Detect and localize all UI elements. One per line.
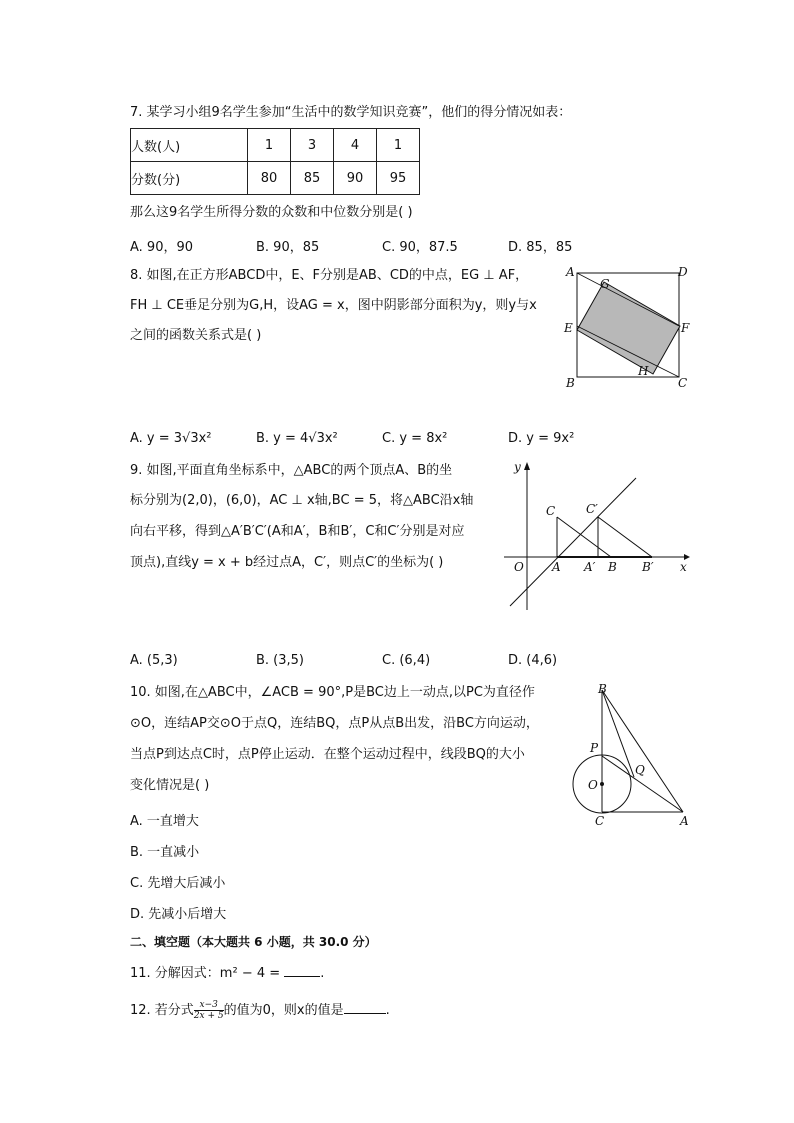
fraction-numerator: x−3	[194, 1000, 224, 1011]
label-e: E	[564, 321, 573, 335]
q7-score-table	[130, 128, 420, 195]
label-c: C	[546, 504, 556, 518]
label-q: Q	[635, 763, 645, 777]
q10-line-3: 当点P到达点C时，点P停止运动．在整个运动过程中，线段BQ的大小	[130, 747, 525, 762]
q11-tail: .	[320, 966, 325, 981]
q8-option-b[interactable]: B. y = 4√3x²	[256, 431, 338, 446]
q9-line-1: 9. 如图,平面直角坐标系中，△ABC的两个顶点A、B的坐	[130, 463, 453, 478]
label-a: A	[552, 560, 561, 574]
label-c: C	[678, 376, 688, 390]
table-cell: 1	[248, 129, 291, 162]
label-b-prime: B′	[642, 560, 654, 574]
label-o: O	[588, 778, 598, 792]
q8-option-c[interactable]: C. y = 8x²	[382, 431, 448, 446]
q7-stem: 7. 某学习小组9名学生参加“生活中的数学知识竞赛”，他们的得分情况如表：	[130, 105, 572, 120]
q9-option-c[interactable]: C. (6,4)	[382, 653, 431, 668]
q12-suffix: 的值为0，则x的值是	[223, 1003, 344, 1018]
q9-line-4: 顶点),直线y = x + b经过点A，C′，则点C′的坐标为( )	[130, 555, 444, 570]
q8-line-3: 之间的函数关系式是( )	[130, 328, 262, 343]
q12-fraction	[194, 1000, 224, 1021]
y-axis-arrow	[524, 462, 530, 470]
q9-option-d[interactable]: D. (4,6)	[508, 653, 558, 668]
shaded-rectangle	[577, 282, 680, 374]
table-row	[131, 129, 420, 162]
table-cell: 分数(分)	[131, 162, 248, 195]
label-b: B	[608, 560, 617, 574]
label-y: y	[514, 460, 521, 474]
q10-option-a[interactable]: A. 一直增大	[130, 814, 199, 829]
label-f: F	[681, 321, 690, 335]
label-h: H	[638, 364, 649, 378]
table-cell: 1	[377, 129, 420, 162]
line-y-x-b	[510, 478, 636, 606]
label-p: P	[590, 741, 599, 755]
segment-c-prime-b-prime	[598, 517, 652, 557]
q10-line-4: 变化情况是( )	[130, 778, 210, 793]
q8-option-a[interactable]: A. y = 3√3x²	[130, 431, 212, 446]
q9-line-3: 向右平移，得到△A′B′C′(A和A′，B和B′，C和C′分别是对应	[130, 524, 465, 539]
table-cell: 95	[377, 162, 420, 195]
table-cell: 4	[334, 129, 377, 162]
label-b: B	[566, 376, 575, 390]
table-cell: 3	[291, 129, 334, 162]
q10-triangle-figure	[568, 680, 694, 828]
section-title: 二、填空题（本大题共 6 小题，共 30.0 分）	[130, 935, 377, 949]
q7-option-c[interactable]: C. 90，87.5	[382, 240, 458, 255]
table-row	[131, 162, 420, 195]
q9-coordinate-figure	[500, 458, 694, 614]
center-o-dot	[600, 782, 604, 786]
q7-question: 那么这9名学生所得分数的众数和中位数分别是( )	[130, 205, 413, 220]
label-c-prime: C′	[586, 502, 598, 516]
q8-square-figure	[560, 264, 700, 394]
label-c: C	[595, 814, 605, 828]
segment-cb	[557, 517, 611, 557]
label-b: B	[598, 682, 607, 696]
label-a-prime: A′	[584, 560, 596, 574]
q11-text: 11. 分解因式：m² − 4 =	[130, 966, 281, 981]
q7-option-d[interactable]: D. 85，85	[508, 240, 573, 255]
label-a: A	[680, 814, 689, 828]
label-a: A	[566, 265, 575, 279]
q12-answer-blank[interactable]	[344, 1001, 386, 1014]
q9-line-2: 标分别为(2,0)，(6,0)，AC ⊥ x轴,BC = 5，将△ABC沿x轴	[130, 493, 474, 508]
q12-line	[130, 1000, 390, 1022]
label-d: D	[678, 265, 688, 279]
fraction-denominator: 2x + 5	[193, 1011, 224, 1021]
label-o: O	[514, 560, 524, 574]
q11-answer-blank[interactable]	[284, 964, 320, 977]
q11-line	[130, 964, 324, 984]
label-x: x	[680, 560, 687, 574]
segment-ba	[602, 690, 683, 812]
q9-option-a[interactable]: A. (5,3)	[130, 653, 178, 668]
q10-line-1: 10. 如图,在△ABC中，∠ACB = 90°,P是BC边上一动点,以PC为直径作	[130, 685, 535, 700]
q10-line-2: ⊙O，连结AP交⊙O于点Q，连结BQ，点P从点B出发，沿BC方向运动，	[130, 716, 539, 731]
label-g: G	[600, 277, 610, 291]
q8-line-2: FH ⊥ CE垂足分别为G,H，设AG = x，图中阴影部分面积为y，则y与x	[130, 298, 537, 313]
table-cell: 80	[248, 162, 291, 195]
q10-option-b[interactable]: B. 一直减小	[130, 845, 200, 860]
q8-option-d[interactable]: D. y = 9x²	[508, 431, 575, 446]
table-cell: 人数(人)	[131, 129, 248, 162]
segment-bq	[602, 690, 634, 777]
q8-line-1: 8. 如图,在正方形ABCD中，E、F分别是AB、CD的中点，EG ⊥ AF，	[130, 268, 529, 283]
q7-option-b[interactable]: B. 90，85	[256, 240, 320, 255]
table-cell: 85	[291, 162, 334, 195]
q9-option-b[interactable]: B. (3,5)	[256, 653, 305, 668]
q10-option-c[interactable]: C. 先增大后减小	[130, 876, 226, 891]
q10-option-d[interactable]: D. 先减小后增大	[130, 907, 227, 922]
table-cell: 90	[334, 162, 377, 195]
q12-tail: .	[385, 1003, 390, 1018]
q12-prefix: 12. 若分式	[130, 1003, 194, 1018]
q7-option-a[interactable]: A. 90，90	[130, 240, 194, 255]
